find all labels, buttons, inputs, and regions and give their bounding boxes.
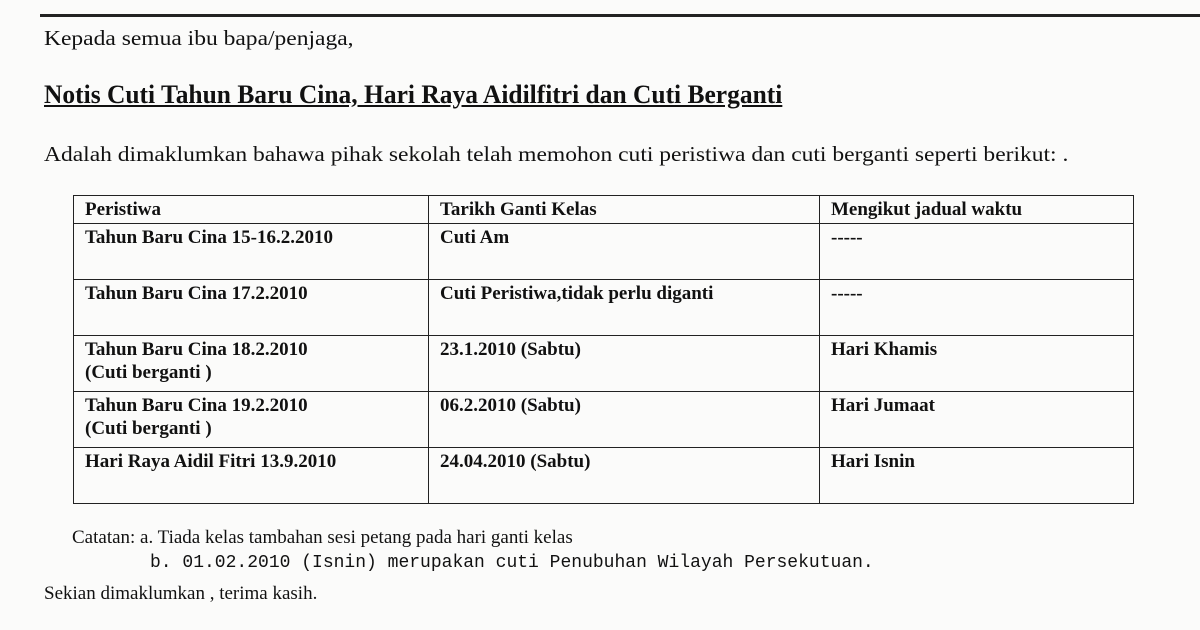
notice-title: Notis Cuti Tahun Baru Cina, Hari Raya Aidilfitri dan Cuti Berganti [44, 80, 783, 109]
cell-event [74, 392, 429, 448]
cell-event [74, 280, 429, 336]
cell-event [74, 336, 429, 392]
header-date: Tarikh Ganti Kelas [429, 196, 820, 224]
header-schedule: Mengikut jadual waktu [820, 196, 1134, 224]
event-note: (Cuti berganti ) [85, 362, 212, 383]
event-note: (Cuti berganti ) [85, 418, 212, 439]
note-b: b. 01.02.2010 (Isnin) merupakan cuti Penubuhan Wilayah Persekutuan. [150, 553, 874, 573]
table-header-row [74, 196, 1134, 224]
holiday-table [73, 195, 1134, 504]
cell-event [74, 448, 429, 504]
event-name: Tahun Baru Cina 17.2.2010 [85, 283, 308, 304]
cell-date: Cuti Peristiwa,tidak perlu diganti [429, 280, 820, 336]
cell-schedule: Hari Jumaat [820, 392, 1134, 448]
cell-schedule: Hari Khamis [820, 336, 1134, 392]
table-row [74, 280, 1134, 336]
note-a: Catatan: a. Tiada kelas tambahan sesi petang pada hari ganti kelas [72, 527, 573, 548]
event-name: Tahun Baru Cina 15-16.2.2010 [85, 227, 333, 248]
event-name: Hari Raya Aidil Fitri 13.9.2010 [85, 451, 337, 472]
header-event: Peristiwa [74, 196, 429, 224]
cell-schedule: ----- [820, 224, 1134, 280]
cell-date: 24.04.2010 (Sabtu) [429, 448, 820, 504]
closing: Sekian dimaklumkan , terima kasih. [44, 583, 318, 604]
table-row [74, 448, 1134, 504]
intro-paragraph: Adalah dimaklumkan bahawa pihak sekolah telah memohon cuti peristiwa dan cuti berganti seperti berikut: . [44, 142, 1069, 166]
table-row [74, 336, 1134, 392]
event-name: Tahun Baru Cina 19.2.2010 [85, 395, 308, 416]
cell-date: 06.2.2010 (Sabtu) [429, 392, 820, 448]
top-rule [40, 14, 1200, 17]
cell-event [74, 224, 429, 280]
cell-schedule: ----- [820, 280, 1134, 336]
event-name: Tahun Baru Cina 18.2.2010 [85, 339, 308, 360]
cell-schedule: Hari Isnin [820, 448, 1134, 504]
cell-date: Cuti Am [429, 224, 820, 280]
table-row [74, 224, 1134, 280]
greeting: Kepada semua ibu bapa/penjaga, [44, 26, 354, 50]
table-row [74, 392, 1134, 448]
cell-date: 23.1.2010 (Sabtu) [429, 336, 820, 392]
